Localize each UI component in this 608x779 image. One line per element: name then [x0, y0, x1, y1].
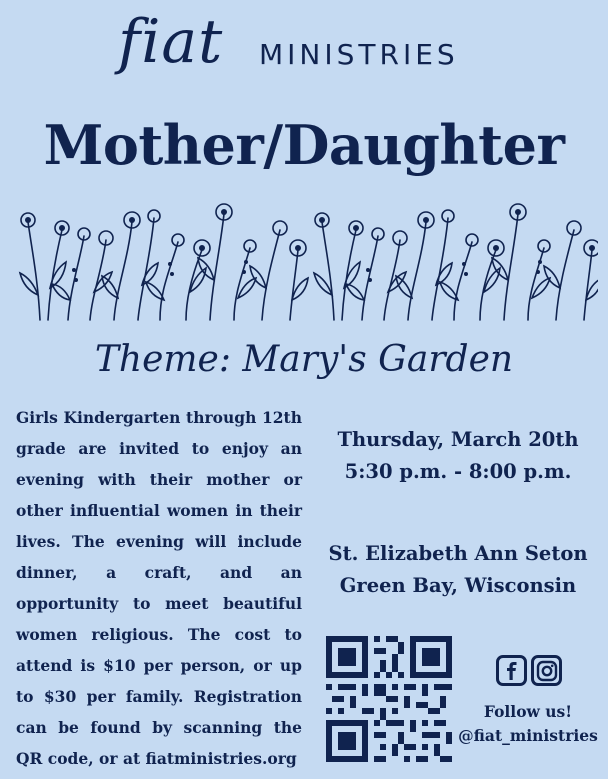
event-location [308, 538, 608, 602]
instagram-glyph-icon [536, 660, 558, 682]
facebook-icon[interactable] [496, 655, 527, 686]
social-handle[interactable]: @fiat_ministries [458, 726, 598, 745]
brand-name: MINISTRIES [259, 38, 459, 71]
social-follow [448, 700, 608, 748]
event-date: Thursday, March 20th [337, 428, 579, 451]
social-icons [496, 655, 562, 686]
event-description: Girls Kindergarten through 12th grade are invited to enjoy an evening with their mother or other influential women in their lives. The evening will include dinner, a craft, and an opportunity to meet beautiful women religious. The cost to attend is $10 per person, or up to $30 per family. Registration can be found by scanning the QR code, or at fiatministries.org [16, 408, 302, 768]
brand-script-logo: fiat [118, 7, 224, 77]
wildflower-illustration [10, 200, 598, 325]
event-city: Green Bay, Wisconsin [339, 574, 577, 597]
header [0, 6, 608, 80]
theme-heading: Theme: Mary's Garden [94, 339, 514, 380]
event-venue: St. Elizabeth Ann Seton [328, 542, 588, 565]
instagram-icon[interactable] [531, 655, 562, 686]
event-datetime [308, 424, 608, 488]
registration-qr-code[interactable] [326, 636, 452, 762]
event-title: Mother/Daughter [43, 113, 565, 177]
follow-label: Follow us! [483, 702, 573, 721]
facebook-glyph-icon [502, 661, 522, 681]
event-time: 5:30 p.m. - 8:00 p.m. [344, 460, 572, 483]
